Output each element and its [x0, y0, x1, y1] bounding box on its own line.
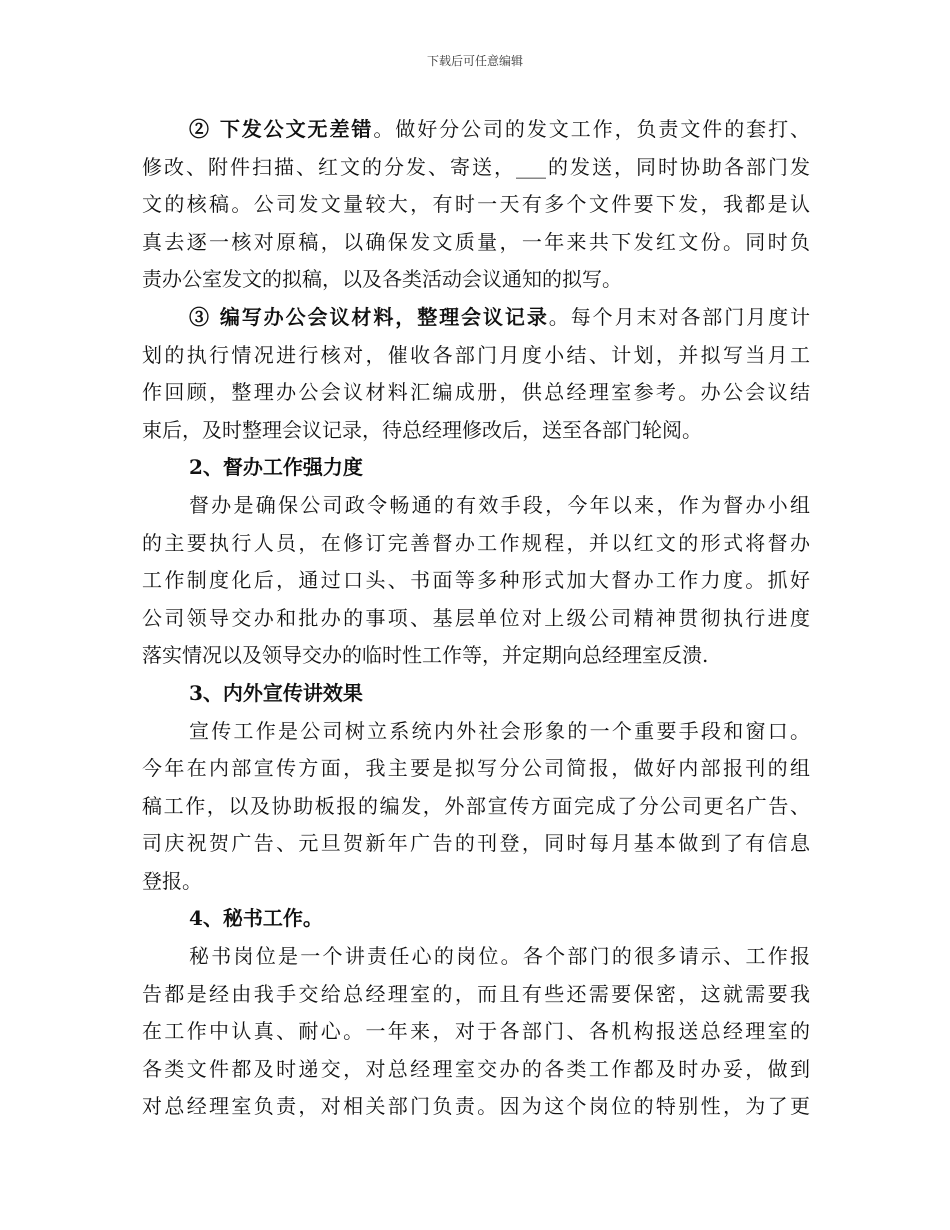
paragraph-sec2-line2: 的主要执行人员，在修订完善督办工作规程，并以红文的形式将督办: [142, 530, 810, 555]
paragraph-sec3-line4: 司庆祝贺广告、元旦贺新年广告的刊登，同时每月基本做到了有信息: [142, 831, 810, 856]
paragraph-sec4-line5: 对总经理室负责，对相关部门负责。因为这个岗位的特别性，为了更: [142, 1094, 810, 1119]
paragraph-sec3-line3: 稿工作，以及协助板报的编发，外部宣传方面完成了分公司更名广告、: [142, 793, 810, 818]
paragraph-item3-line1: [142, 299, 810, 337]
paragraph-item3-line3: 作回顾，整理办公会议材料汇编成册，供总经理室参考。办公会议结: [142, 380, 810, 405]
paragraph-sec2-line4: 公司领导交办和批办的事项、基层单位对上级公司精神贯彻执行进度: [142, 605, 810, 630]
section-heading-4: 4、秘书工作。: [189, 906, 323, 931]
paragraph-item2-line3: 文的核稿。公司发文量较大，有时一天有多个文件要下发，我都是认: [142, 192, 810, 217]
paragraph-item2-line2: 修改、附件扫描、红文的分发、寄送，___的发送，同时协助各部门发: [142, 154, 810, 179]
paragraph-item2-line4: 真去逐一核对原稿，以确保发文质量，一年来共下发红文份。同时负: [142, 229, 810, 254]
paragraph-item2-line1: [142, 111, 810, 149]
paragraph-item3-line2: 划的执行情况进行核对，催收各部门月度小结、计划，并拟写当月工: [142, 342, 810, 367]
paragraph-sec2-line3: 工作制度化后，通过口头、书面等多种形式加大督办工作力度。抓好: [142, 568, 810, 593]
paragraph-item3-line4: 束后，及时整理会议记录，待总经理修改后，送至各部门轮阅。: [142, 417, 702, 442]
item2-line1-rest: 。做好分公司的发文工作，负责文件的套打、: [373, 117, 811, 141]
paragraph-sec4-line2: 告都是经由我手交给总经理室的，而且有些还需要保密，这就需要我: [142, 981, 810, 1006]
paragraph-sec3-line1: 宣传工作是公司树立系统内外社会形象的一个重要手段和窗口。: [189, 718, 810, 743]
paragraph-sec3-line5: 登报。: [142, 868, 202, 893]
paragraph-sec2-line1: 督办是确保公司政令畅通的有效手段，今年以来，作为督办小组: [189, 492, 810, 517]
paragraph-sec4-line3: 在工作中认真、耐心。一年来，对于各部门、各机构报送总经理室的: [142, 1019, 810, 1044]
paragraph-sec3-line2: 今年在内部宣传方面，我主要是拟写分公司简报，做好内部报刊的组: [142, 756, 810, 781]
item3-bold-lead: ③ 编写办公会议材料，整理会议记录: [189, 304, 549, 329]
section-heading-3: 3、内外宣传讲效果: [189, 680, 363, 705]
document-body: [142, 111, 810, 1126]
paragraph-sec2-line5: 落实情况以及领导交办的临时性工作等，并定期向总经理室反溃.: [142, 643, 709, 668]
section-heading-2: 2、督办工作强力度: [189, 455, 363, 480]
paragraph-item2-line5: 责办公室发文的拟稿，以及各类活动会议通知的拟写。: [142, 267, 622, 292]
item3-line1-rest: 。每个月末对各部门月度计: [548, 304, 811, 329]
page-header: 下载后可任意编辑: [426, 54, 523, 68]
item2-bold-lead: ② 下发公文无差错: [189, 117, 374, 141]
paragraph-sec4-line4: 各类文件都及时递交，对总经理室交办的各类工作都及时办妥，做到: [142, 1056, 810, 1081]
paragraph-sec4-line1: 秘书岗位是一个讲责任心的岗位。各个部门的很多请示、工作报: [189, 944, 810, 969]
